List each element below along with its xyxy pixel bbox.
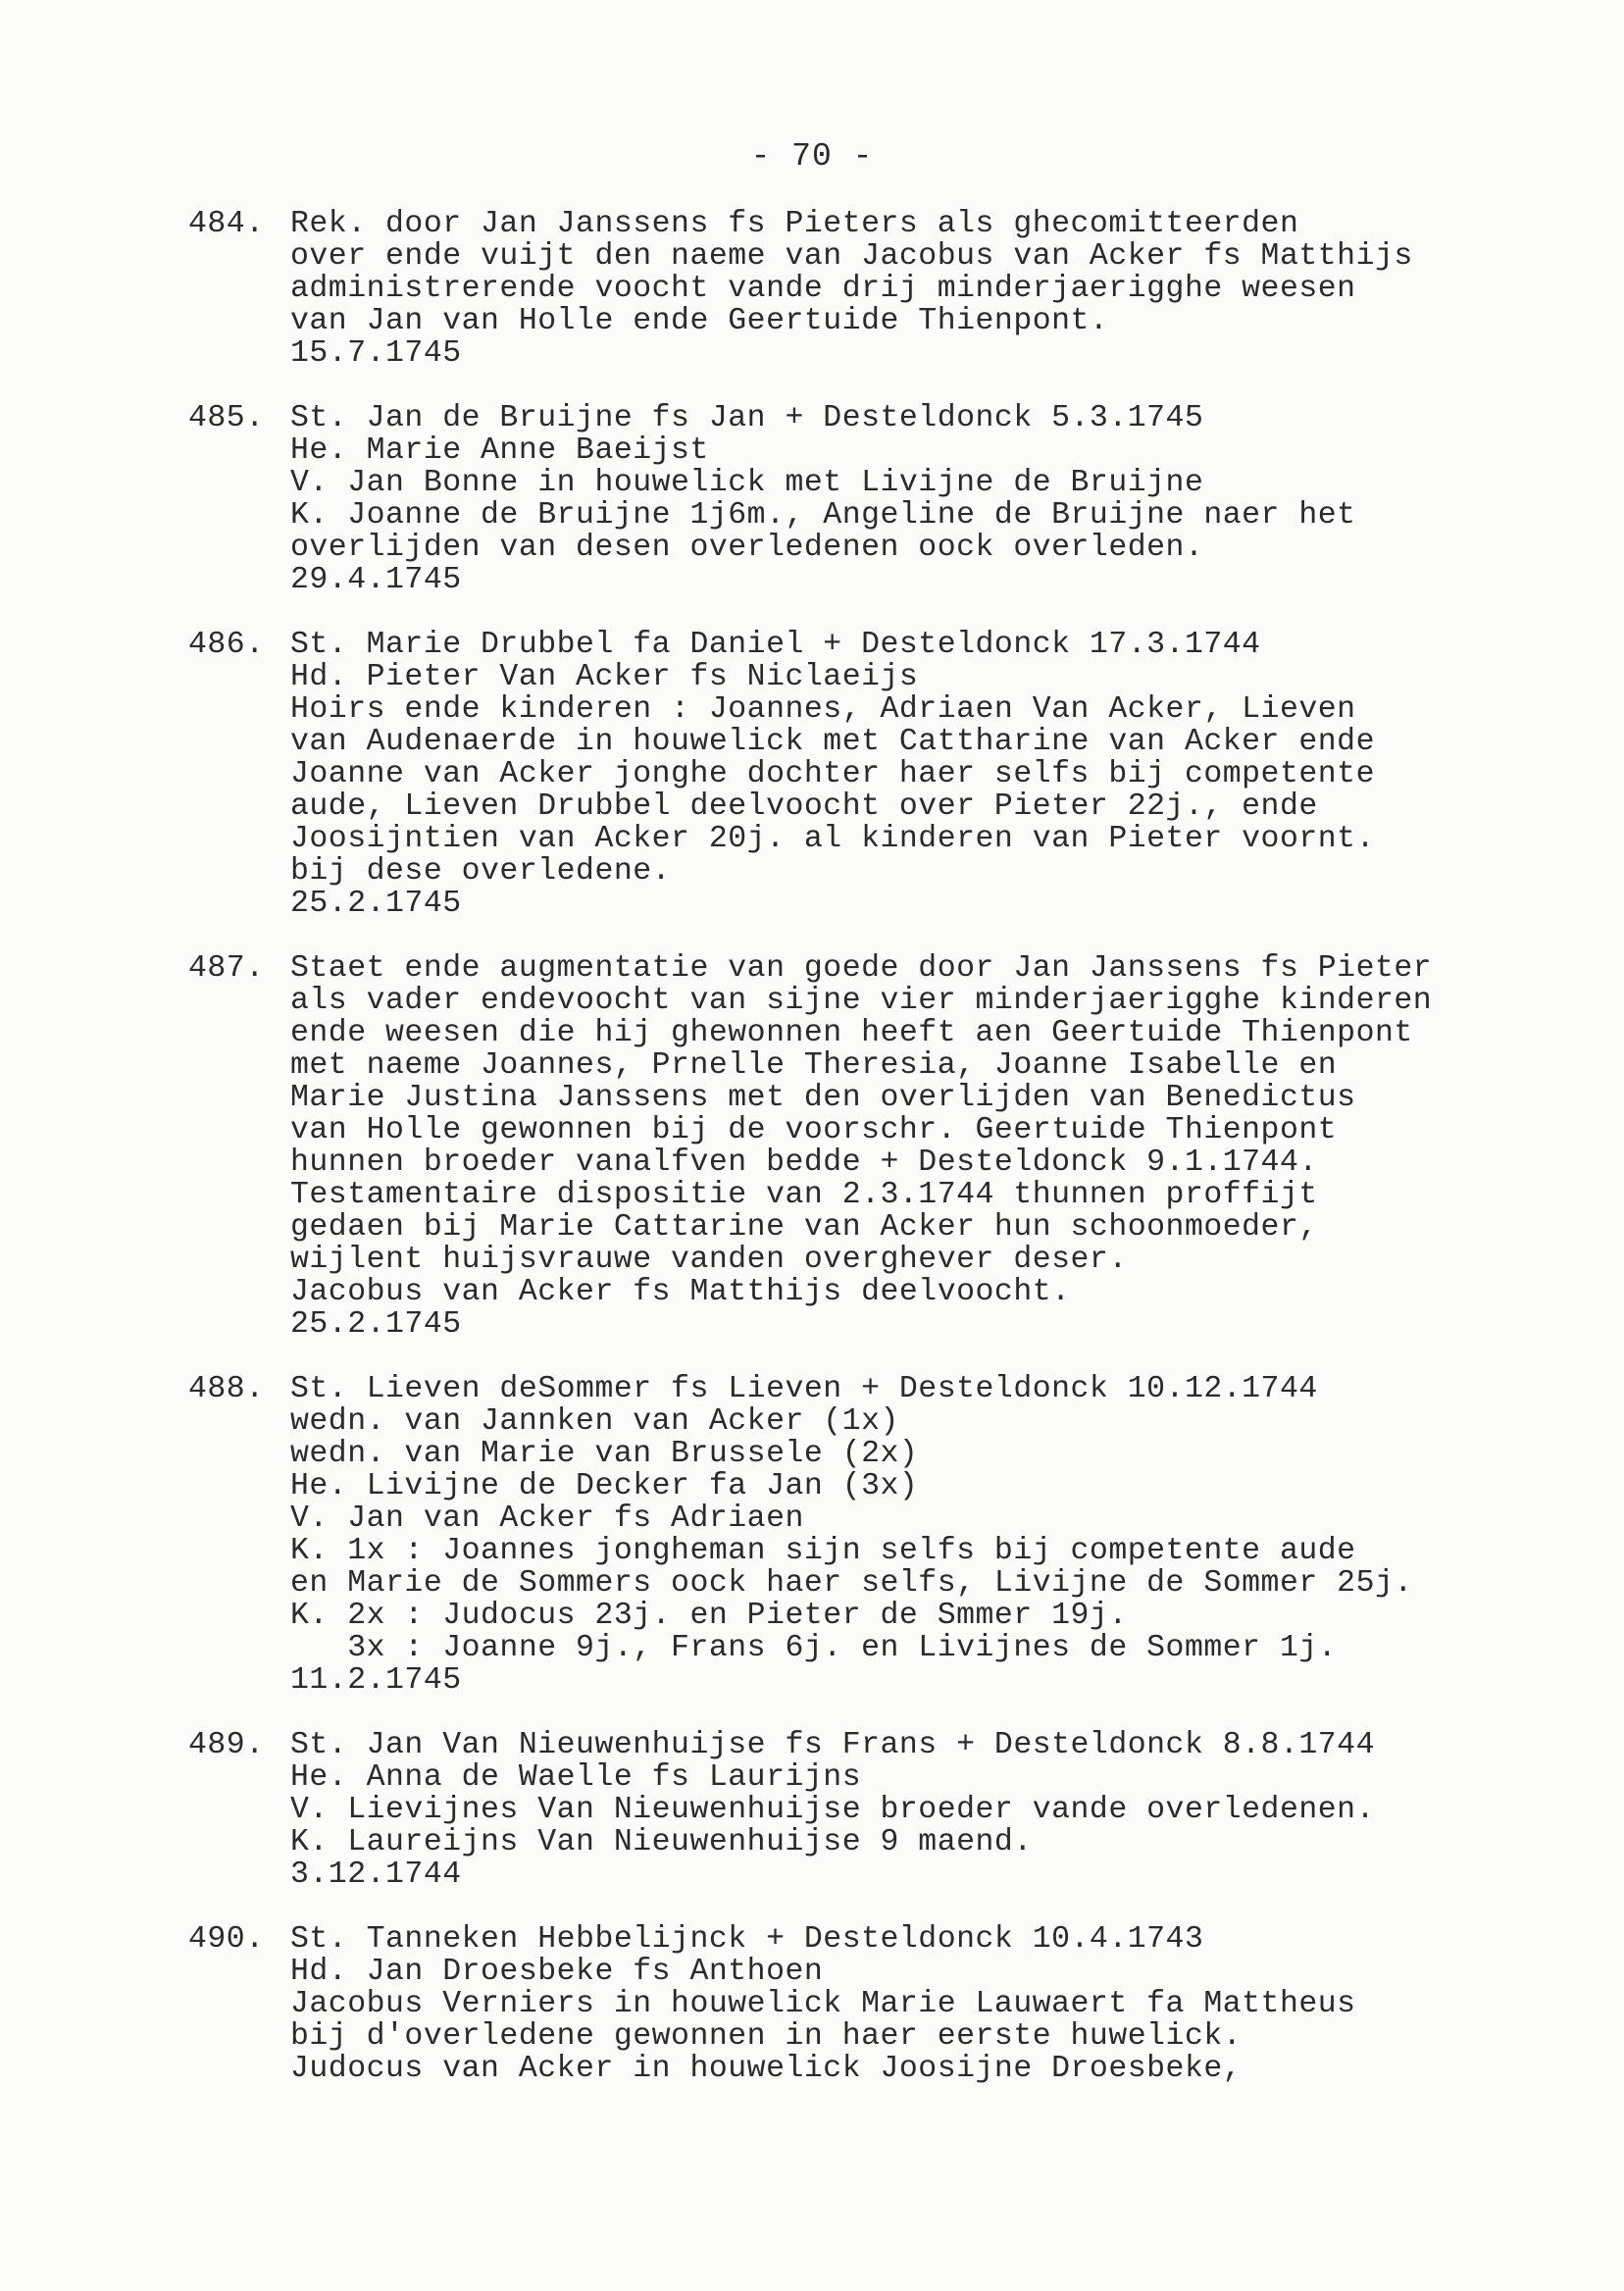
entry-line: van Audenaerde in houwelick met Cattharine van Acker ende <box>290 725 1375 759</box>
entry-line: K. Joanne de Bruijne 1j6m., Angeline de Bruijne naer het <box>290 498 1356 533</box>
entry-line: Staet ende augmentatie van goede door Jan Janssens fs Pieter <box>290 951 1433 986</box>
entry-line: V. Jan van Acker fs Adriaen <box>290 1502 804 1536</box>
entry-number: 485. <box>188 401 265 435</box>
entry-line: 11.2.1745 <box>290 1663 462 1698</box>
entry-line: V. Jan Bonne in houwelick met Livijne de Bruijne <box>290 466 1204 500</box>
entry-line: V. Lievijnes Van Nieuwenhuijse broeder vande overledenen. <box>290 1793 1375 1827</box>
page-number: - 70 - <box>750 138 874 175</box>
entry-1 <box>188 402 1581 596</box>
entry-line: Joanne van Acker jonghe dochter haer selfs bij competente <box>290 757 1375 791</box>
entry-line: van Holle gewonnen bij de voorschr. Geertuide Thienpont <box>290 1113 1338 1147</box>
entry-line: Hd. Jan Droesbeke fs Anthoen <box>290 1955 824 1989</box>
entry-2 <box>188 629 1581 920</box>
entry-line: over ende vuijt den naeme van Jacobus van Acker fs Matthijs <box>290 239 1413 274</box>
entry-6 <box>188 1923 1581 2085</box>
entry-line: als vader endevoocht van sijne vier minderjaerigghe kinderen <box>290 984 1433 1018</box>
entry-line: bij dese overledene. <box>290 854 672 889</box>
entry-3 <box>188 952 1581 1341</box>
entry-line: 25.2.1745 <box>290 1307 462 1342</box>
entry-line: St. Jan Van Nieuwenhuijse fs Frans + Desteldonck 8.8.1744 <box>290 1728 1375 1762</box>
entry-line: 29.4.1745 <box>290 563 462 597</box>
entry-number: 484. <box>188 207 265 241</box>
entry-line: administrerende voocht vande drij minderjaerigghe weesen <box>290 272 1356 306</box>
entry-line: Hd. Pieter Van Acker fs Niclaeijs <box>290 660 919 694</box>
entry-line: hunnen broeder vanalfven bedde + Desteldonck 9.1.1744. <box>290 1146 1318 1180</box>
entry-line: ende weesen die hij ghewonnen heeft aen Geertuide Thienpont <box>290 1016 1413 1050</box>
entry-line: 25.2.1745 <box>290 887 462 921</box>
entry-line: wedn. van Jannken van Acker (1x) <box>290 1404 899 1439</box>
entry-line: 3x : Joanne 9j., Frans 6j. en Livijnes de Sommer 1j. <box>290 1631 1338 1665</box>
entry-line: K. 1x : Joannes jongheman sijn selfs bij competente aude <box>290 1534 1356 1568</box>
entry-line: overlijden van desen overledenen oock overleden. <box>290 531 1204 565</box>
entry-line: Jacobus van Acker fs Matthijs deelvoocht. <box>290 1275 1071 1309</box>
entry-line: Rek. door Jan Janssens fs Pieters als ghecomitteerden <box>290 207 1299 241</box>
entry-line: en Marie de Sommers oock haer selfs, Livijne de Sommer 25j. <box>290 1566 1413 1601</box>
entry-line: He. Livijne de Decker fa Jan (3x) <box>290 1469 919 1503</box>
entry-line: St. Tanneken Hebbelijnck + Desteldonck 10.4.1743 <box>290 1922 1204 1957</box>
entry-0 <box>188 208 1581 370</box>
entry-line: aude, Lieven Drubbel deelvoocht over Pieter 22j., ende <box>290 789 1318 824</box>
entry-line: St. Jan de Bruijne fs Jan + Desteldonck 5.3.1745 <box>290 401 1204 435</box>
entry-line: Marie Justina Janssens met den overlijden van Benedictus <box>290 1081 1356 1115</box>
entry-line: met naeme Joannes, Prnelle Theresia, Joanne Isabelle en <box>290 1048 1338 1083</box>
entry-line: gedaen bij Marie Cattarine van Acker hun schoonmoeder, <box>290 1210 1318 1245</box>
entry-line: Joosijntien van Acker 20j. al kinderen van Pieter voornt. <box>290 822 1375 856</box>
entry-number: 490. <box>188 1922 265 1957</box>
entry-line: St. Marie Drubbel fa Daniel + Desteldonck 17.3.1744 <box>290 628 1261 662</box>
entry-line: Hoirs ende kinderen : Joannes, Adriaen Van Acker, Lieven <box>290 692 1356 727</box>
entry-5 <box>188 1729 1581 1891</box>
entry-4 <box>188 1373 1581 1697</box>
entry-line: van Jan van Holle ende Geertuide Thienpont. <box>290 304 1109 338</box>
entry-line: He. Anna de Waelle fs Laurijns <box>290 1760 862 1795</box>
entry-line: K. 2x : Judocus 23j. en Pieter de Smmer 19j. <box>290 1599 1128 1633</box>
entry-line: wijlent huijsvrauwe vanden overghever deser. <box>290 1243 1128 1277</box>
entry-number: 489. <box>188 1728 265 1762</box>
entry-number: 487. <box>188 951 265 986</box>
entry-line: He. Marie Anne Baeijst <box>290 433 709 468</box>
entry-line: St. Lieven deSommer fs Lieven + Desteldonck 10.12.1744 <box>290 1372 1318 1406</box>
entry-line: wedn. van Marie van Brussele (2x) <box>290 1437 919 1471</box>
entry-number: 486. <box>188 628 265 662</box>
entry-line: Testamentaire dispositie van 2.3.1744 thunnen proffijt <box>290 1178 1318 1212</box>
entry-line: K. Laureijns Van Nieuwenhuijse 9 maend. <box>290 1825 1033 1859</box>
entry-line: bij d'overledene gewonnen in haer eerste huwelick. <box>290 2019 1243 2054</box>
entry-line: Judocus van Acker in houwelick Joosijne Droesbeke, <box>290 2052 1243 2086</box>
entry-number: 488. <box>188 1372 265 1406</box>
entries-list <box>188 208 1581 2117</box>
entry-line: 3.12.1744 <box>290 1858 462 1892</box>
entry-line: 15.7.1745 <box>290 336 462 371</box>
entry-line: Jacobus Verniers in houwelick Marie Lauwaert fa Mattheus <box>290 1987 1356 2021</box>
